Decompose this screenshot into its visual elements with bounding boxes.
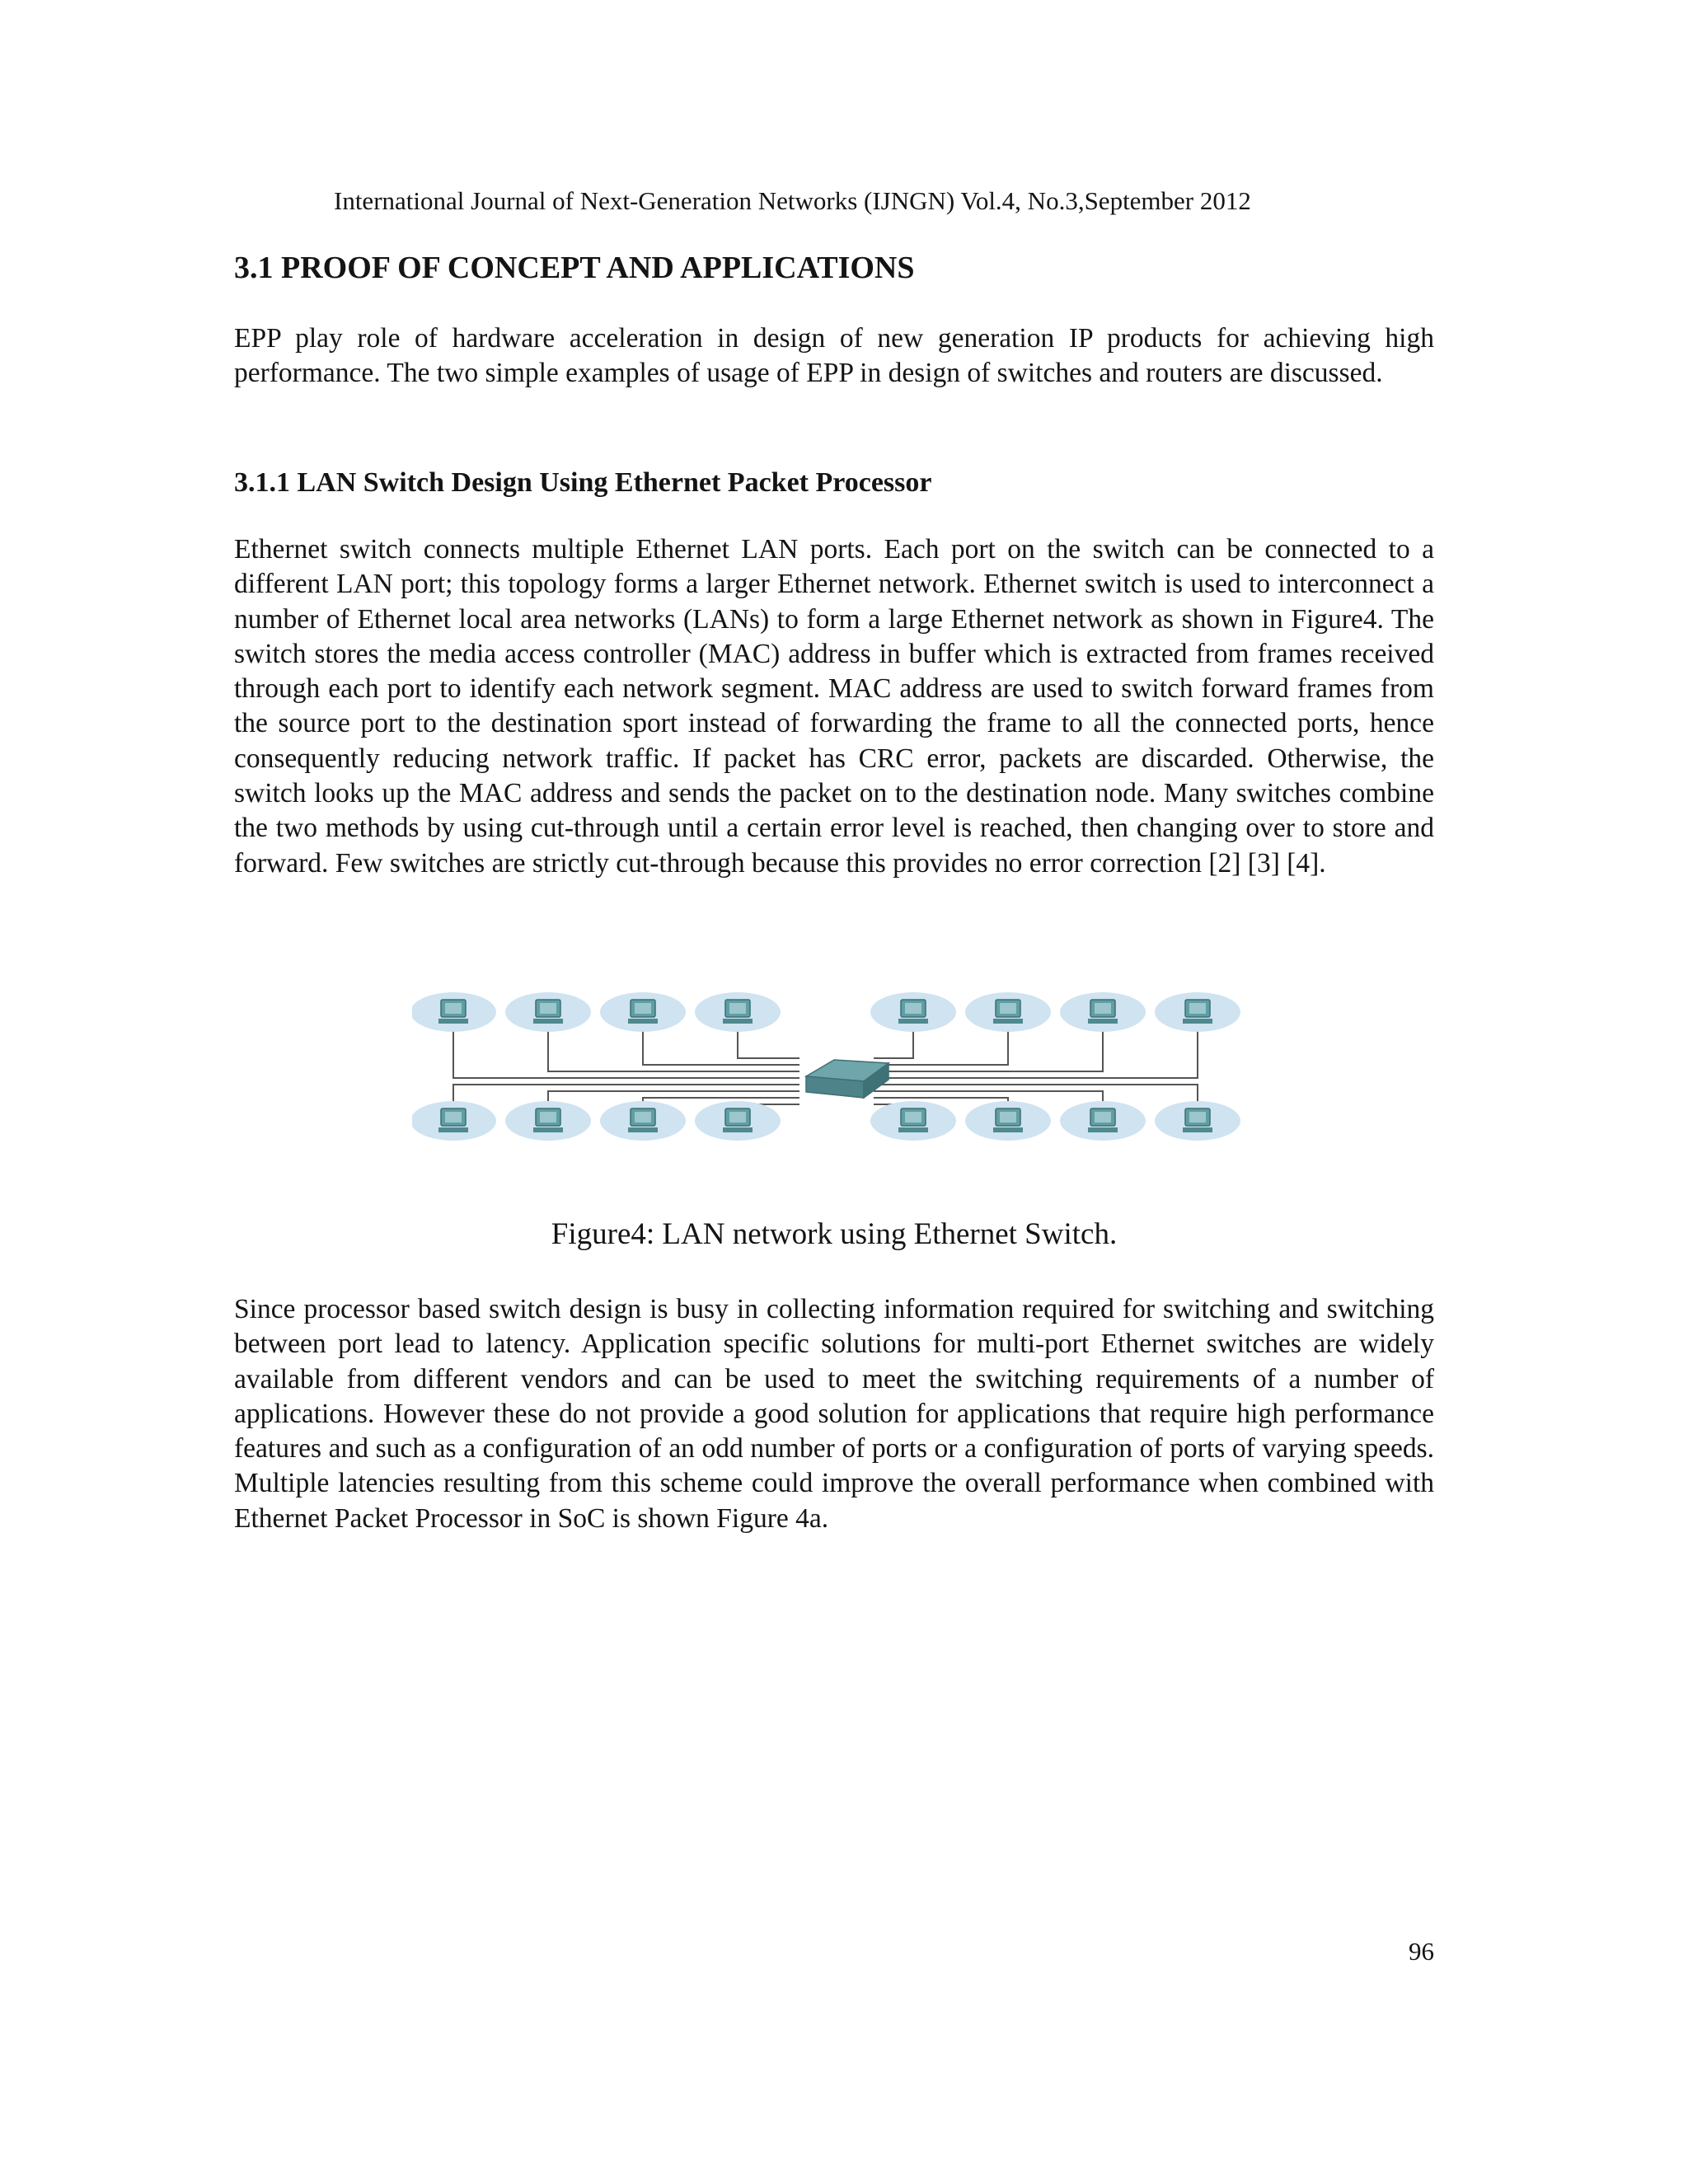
cable-line	[453, 1085, 799, 1103]
computer-keyboard	[723, 1127, 753, 1132]
computer-keyboard	[1088, 1127, 1118, 1132]
computer-screen	[1000, 1003, 1016, 1014]
section-heading: 3.1 PROOF OF CONCEPT AND APPLICATIONS	[234, 251, 915, 285]
computer-screen	[445, 1112, 462, 1122]
computer-keyboard	[628, 1127, 658, 1132]
computer-keyboard	[438, 1127, 468, 1132]
switch-design-paragraph: Since processor based switch design is busy in collecting information required for switching and switching between port lead to latency. Application specific solutions for multi-port Ethernet switches are widely available from different vendors and can be used to meet the switching requirements of a number of applications. However these do not provide a good solution for applications that require high performance features and such as a configuration of an odd number of ports or a configuration of ports of varying speeds. Multiple latencies resulting from this scheme could improve the overall performance when combined with Ethernet Packet Processor in SoC is shown Figure 4a.	[234, 1294, 1434, 1534]
computer-screen	[905, 1112, 921, 1122]
computer-keyboard	[898, 1127, 928, 1132]
computer-keyboard	[993, 1127, 1023, 1132]
computer-screen	[445, 1003, 462, 1014]
page-number: 96	[1409, 1937, 1434, 1966]
computer-keyboard	[1183, 1019, 1212, 1024]
running-header: International Journal of Next-Generation Networks (IJNGN) Vol.4, No.3,September 2012	[334, 186, 1251, 215]
cable-line	[874, 1030, 913, 1058]
cable-line	[874, 1098, 1008, 1103]
computer-screen	[1189, 1003, 1206, 1014]
ethernet-switch-paragraph: Ethernet switch connects multiple Ethernet LAN ports. Each port on the switch can be connected to a different LAN port; this topology forms a larger Ethernet network. Ethernet switch is used to interconnect a number of Ethernet local area networks (LANs) to form a large Ethernet network as shown in Figure4. The switch stores the media access controller (MAC) address in buffer which is extracted from frames received through each port to identify each network segment. MAC address are used to switch forward frames from the source port to the destination sport instead of forwarding the frame to all the connected ports, hence consequently reducing network traffic. If packet has CRC error, packets are discarded. Otherwise, the switch looks up the MAC address and sends the packet on to the destination node. Many switches combine the two methods by using cut-through until a certain error level is reached, then changing over to store and forward. Few switches are strictly cut-through because this provides no error correction [2] [3] [4].	[234, 534, 1434, 879]
computer-keyboard	[993, 1019, 1023, 1024]
computer-screen	[729, 1003, 746, 1014]
figure-caption: Figure4: LAN network using Ethernet Switch.	[551, 1217, 1118, 1251]
subsection-heading: 3.1.1 LAN Switch Design Using Ethernet Packet Processor	[234, 467, 932, 498]
cable-line	[874, 1085, 1198, 1103]
computer-keyboard	[723, 1019, 753, 1024]
computer-keyboard	[533, 1127, 563, 1132]
computer-screen	[905, 1003, 921, 1014]
computer-screen	[1000, 1112, 1016, 1122]
computer-screen	[540, 1003, 556, 1014]
computer-keyboard	[438, 1019, 468, 1024]
cable-line	[874, 1030, 1008, 1065]
lan-network-diagram	[412, 987, 1253, 1152]
computer-screen	[729, 1112, 746, 1122]
computer-keyboard	[1183, 1127, 1212, 1132]
cable-line	[643, 1098, 799, 1103]
lan-network-figure	[412, 987, 1253, 1152]
computer-screen	[635, 1003, 651, 1014]
computer-screen	[540, 1112, 556, 1122]
cable-line	[738, 1030, 799, 1058]
section-intro-paragraph: EPP play role of hardware acceleration in design of new generation IP products for achieving high performance. The two simple examples of usage of EPP in design of switches and routers are discussed.	[234, 323, 1434, 389]
computer-screen	[1095, 1003, 1111, 1014]
cable-line	[643, 1030, 799, 1065]
computer-keyboard	[898, 1019, 928, 1024]
computer-keyboard	[1088, 1019, 1118, 1024]
computer-screen	[1189, 1112, 1206, 1122]
computer-screen	[635, 1112, 651, 1122]
computer-keyboard	[533, 1019, 563, 1024]
computer-keyboard	[628, 1019, 658, 1024]
computer-screen	[1095, 1112, 1111, 1122]
